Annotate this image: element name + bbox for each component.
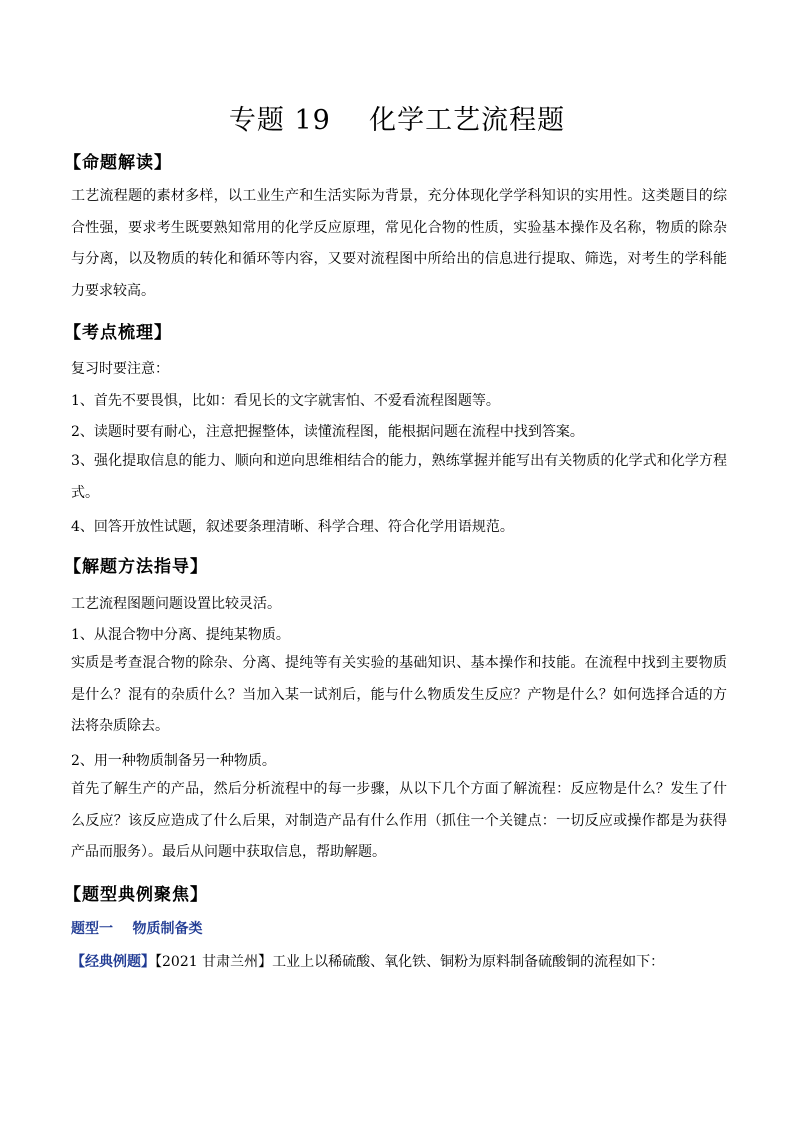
section-heading-points: 【考点梳理】 bbox=[64, 323, 172, 343]
methods-item-2: 2、用一种物质制备另一种物质。 bbox=[71, 753, 276, 769]
points-item-2: 2、读题时要有耐心，注意把握整体，读懂流程图，能根据问题在流程中找到答案。 bbox=[71, 424, 584, 440]
points-item-1: 1、首先不要畏惧，比如：看见长的文字就害怕、不爱看流程图题等。 bbox=[71, 393, 500, 409]
interpretation-paragraph: 工艺流程题的素材多样，以工业生产和生活实际为背景，充分体现化学学科知识的实用性。这类题目的综合性强，要求考生既要熟知常用的化学反应原理，常见化合物的性质，实验基本操作及名称，物质的除杂与分离，以及物质的转化和循环等内容，又要对流程图中所给出的信息进行提取、筛选，对考生的学科能力要求较高。 bbox=[71, 188, 727, 299]
page-title: 专题 19 化学工艺流程题 bbox=[228, 105, 566, 136]
methods-item-1-text: 实质是考查混合物的除杂、分离、提纯等有关实验的基础知识、基本操作和技能。在流程中找到主要物质是什么？混有的杂质什么？当加入某一试剂后，能与什么物质发生反应？产物是什么？如何选择合适的方法将杂质除去。 bbox=[71, 655, 727, 734]
methods-item-1: 1、从混合物中分离、提纯某物质。 bbox=[71, 627, 290, 643]
section-heading-methods: 【解题方法指导】 bbox=[64, 557, 208, 577]
points-item-3: 3、强化提取信息的能力、顺向和逆向思维相结合的能力，熟练掌握并能写出有关物质的化学式和化学方程式。 bbox=[71, 453, 727, 501]
methods-item-2-text: 首先了解生产的产品，然后分析流程中的每一步骤，从以下几个方面了解流程：反应物是什么？发生了什么反应？该反应造成了什么后果，对制造产品有什么作用（抓住一个关键点：一切反应或操作都是为获得产品而服务）。最后从问题中获取信息，帮助解题。 bbox=[71, 781, 727, 860]
methods-intro: 工艺流程图题问题设置比较灵活。 bbox=[71, 596, 281, 612]
points-item-4: 4、回答开放性试题，叙述要条理清晰、科学合理、符合化学用语规范。 bbox=[71, 519, 514, 535]
section-heading-examples: 【题型典例聚焦】 bbox=[64, 885, 208, 905]
example-type-1: 题型一 物质制备类 bbox=[71, 921, 203, 937]
points-intro: 复习时要注意： bbox=[71, 361, 169, 377]
example-tag: 【经典例题】 bbox=[71, 954, 155, 970]
example-question bbox=[71, 951, 664, 971]
section-heading-interpretation: 【命题解读】 bbox=[64, 153, 172, 173]
example-text: 【2021 甘肃兰州】工业上以稀硫酸、氧化铁、铜粉为原料制备硫酸铜的流程如下： bbox=[155, 954, 665, 970]
